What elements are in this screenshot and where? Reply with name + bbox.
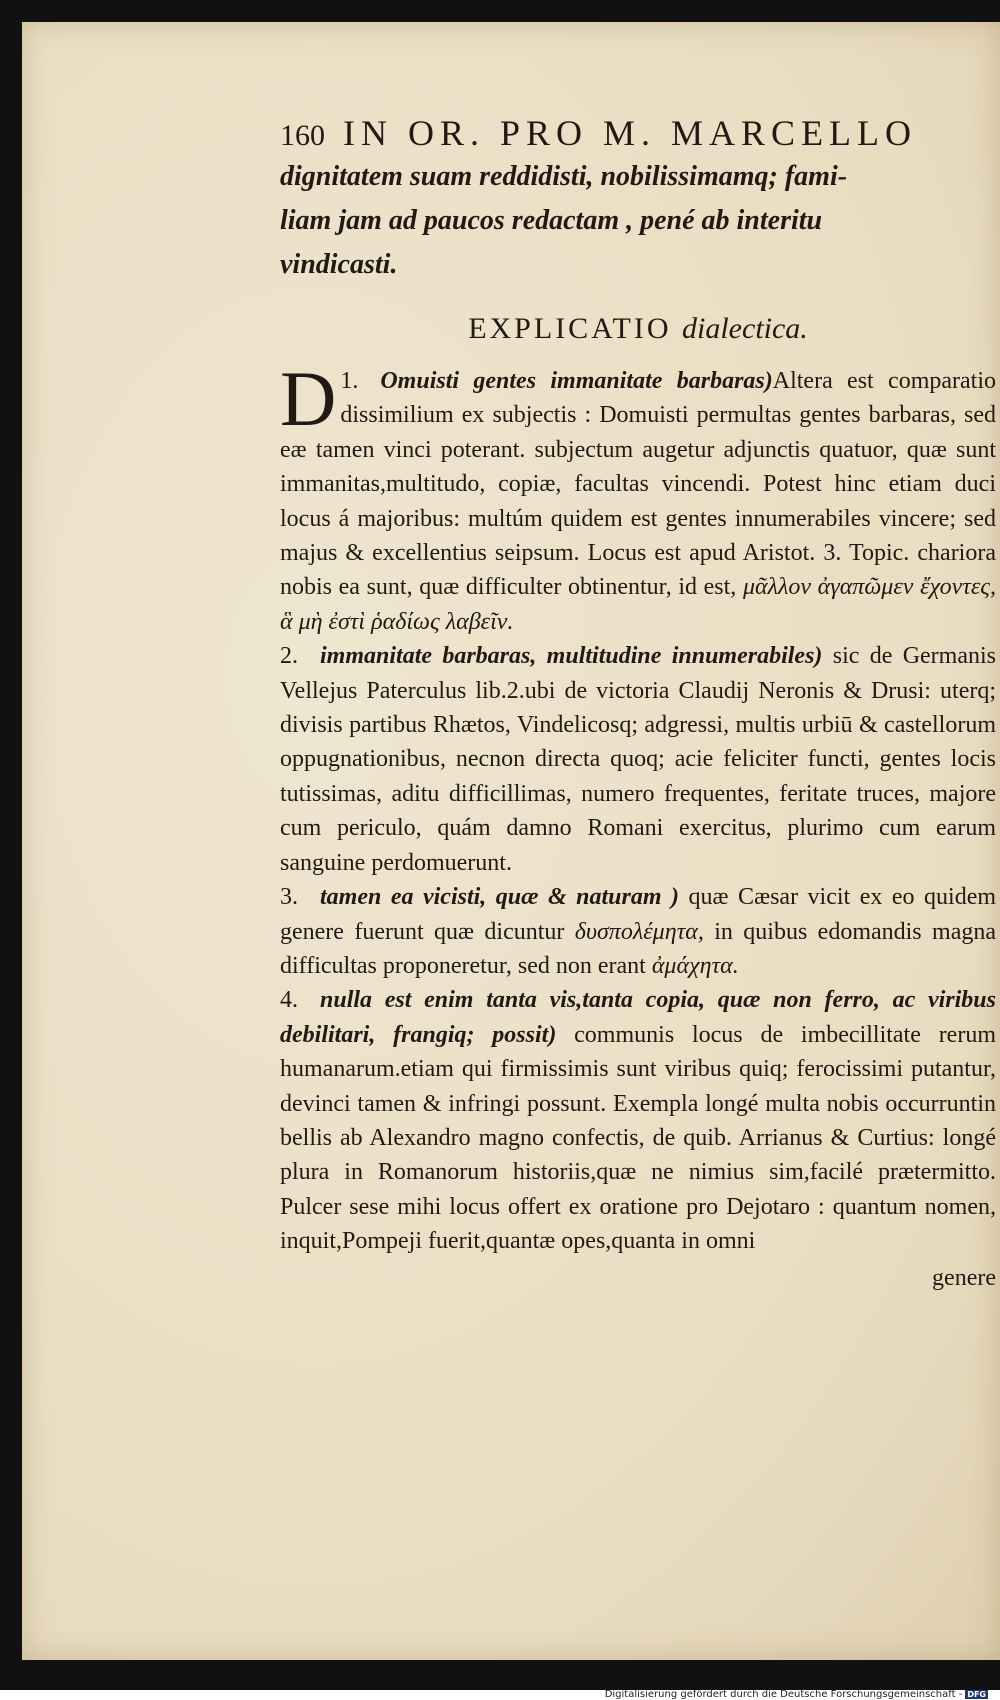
lemma-line: dignitatem suam reddidisti, nobilissimamq; fami- (280, 161, 848, 192)
commentary-paragraph (280, 355, 997, 639)
page-content (280, 82, 996, 1295)
paragraph-text: sic de Germanis Vellejus Paterculus lib.2.ubi de victoria Claudij Neronis & Drusi: uterq; divisis partibus Rhætos, Vindelicosq; adgressi, multis urbiū & castellorum oppugnationibus, necnon directa quoq; acie feliciter functi, gentes locis tutissimas, aditu difficillimas, numero frequentes, feritate truces, majore cum periculo, quám damno Romani exercitus, plurimo cum earum sanguine perdomuerunt. (280, 643, 997, 876)
footer-credit-text: Digitalisierung gefördert durch die Deutsche Forschungsgemeinschaft - (604, 1689, 963, 1700)
paragraph-number: 3. (280, 884, 298, 911)
heading-caps: EXPLICATIO (468, 312, 672, 345)
lemma-line: vindicasti. (280, 249, 398, 280)
lemma-block (280, 156, 996, 286)
paragraph-text: communis locus de imbecillitate rerum humanarum.etiam qui firmissimis sunt viribus quiq; ferocissimi putantur, devinci tamen & infringi possunt. Exempla longé multa nobis occurruntin bellis ab Alexandro magno confectis, de quib. Arrianus & Curtius: longé plura in Romanorum historiis,quæ ne nimius sim,facilé prætermitto. Pulcer sese mihi locus offert ex oratione pro Dejotaro : quantum nomen, inquit,Pompeji fuerit,quantæ opes,quanta in omni (280, 1021, 996, 1255)
book-page (22, 22, 1000, 1660)
paragraph-lemma: immanitate barbaras, multitudine innumerabiles) (320, 643, 823, 670)
catchword: genere (932, 1264, 996, 1291)
paragraph-number: 4. (280, 987, 298, 1014)
footer-credit (605, 1689, 988, 1700)
paragraph-text: quæ Cæsar vicit ex eo quidem genere fuerunt quæ dicuntur (280, 884, 997, 945)
commentary-paragraph (280, 880, 996, 983)
greek-word: ἀμάχητα. (651, 952, 739, 979)
running-title: IN OR. PRO M. MARCELLO (343, 113, 918, 153)
digitization-footer (0, 1690, 1000, 1699)
lemma-line: liam jam ad paucos redactam , pené ab interitu (280, 205, 823, 236)
paragraph-text: Altera est comparatio dissimilium ex subjectis : Domuisti permultas gentes barbaras, sed eæ tamen vinci poterant. subjectum augetur adjunctis quatuor, quæ sunt immanitas,multitudo, copiæ, facultas vincendi. Potest hinc etiam duci locus á majoribus: multúm quidem est gentes innumerabiles vincere; sed majus & excellentius seipsum. Locus est apud Aristot. 3. Topic. chariora nobis ea sunt, quæ difficulter obtinentur, id est, (280, 368, 997, 601)
commentary-paragraph (280, 639, 996, 880)
commentary-paragraph (280, 983, 996, 1258)
greek-quotation: μᾶλλον ἀγαπῶμεν ἔχοντες, ἃ μὴ ἐστὶ ῥαδίως λαβεῖν. (280, 574, 997, 635)
paragraph-lemma: nulla est enim tanta vis,tanta copia, quæ non ferro, ac viribus debilitari, frangiq; possit) (280, 987, 996, 1048)
paragraph-lemma: tamen ea vicisti, quæ & naturam ) (320, 884, 680, 911)
commentary-body (280, 355, 997, 1295)
paragraph-lemma: Omuisti gentes immanitate barbaras) (380, 368, 773, 394)
running-head (280, 112, 996, 154)
dfg-logo: DFG (967, 1690, 986, 1699)
paragraph-text-continued: in quibus edomandis magna difficultas proponeretur, sed non erant (280, 918, 997, 979)
page-number: 160 (280, 119, 325, 152)
section-heading (280, 312, 996, 346)
greek-word: δυσπολέμητα, (574, 918, 704, 945)
paragraph-number: 2. (280, 643, 298, 670)
heading-italic: dialectica. (682, 312, 808, 345)
paragraph-number: 1. (340, 368, 359, 394)
drop-cap: D (280, 355, 337, 442)
